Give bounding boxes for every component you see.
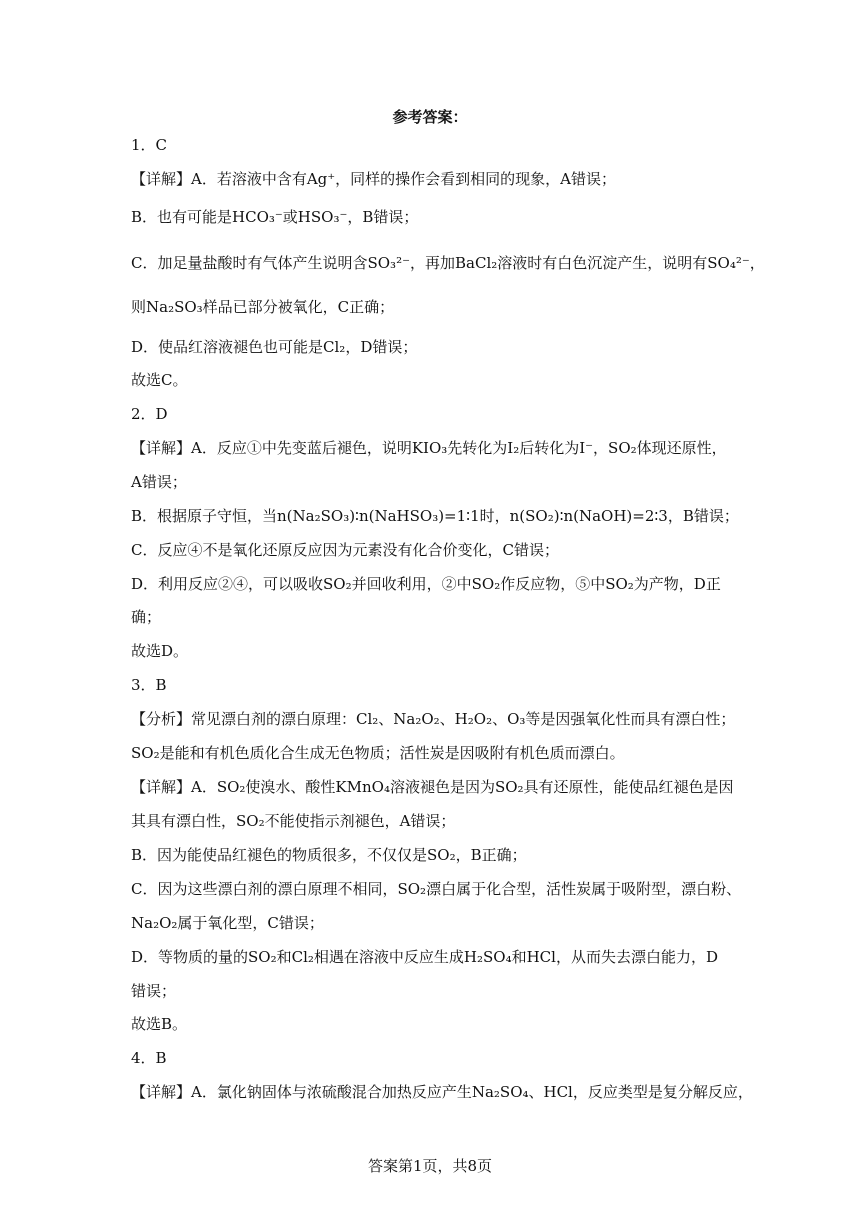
q2-option-d-line1: D．利用反应②④，可以吸收SO₂并回收利用，②中SO₂作反应物，⑤中SO₂为产物，D正 bbox=[131, 575, 721, 593]
q2-number: 2．D bbox=[131, 405, 168, 423]
q1-option-d: D．使品红溶液褪色也可能是Cl₂，D错误； bbox=[131, 338, 418, 356]
q3-option-c-line2: Na₂O₂属于氧化型，C错误； bbox=[131, 914, 324, 932]
q3-option-d-line1: D．等物质的量的SO₂和Cl₂相遇在溶液中反应生成H₂SO₄和HCl，从而失去漂白能力，D bbox=[131, 948, 718, 966]
q3-detail-a-line1: 【详解】A．SO₂使溴水、酸性KMnO₄溶液褪色是因为SO₂具有还原性，能使品红褪色是因 bbox=[131, 778, 734, 796]
q3-analysis-line2: SO₂是能和有机色质化合生成无色物质；活性炭是因吸附有机色质而漂白。 bbox=[131, 744, 625, 762]
q3-conclusion: 故选B。 bbox=[131, 1015, 188, 1033]
q1-option-b: B．也有可能是HCO₃⁻或HSO₃⁻，B错误； bbox=[131, 208, 419, 226]
q2-conclusion: 故选D。 bbox=[131, 642, 189, 660]
page-footer: 答案第1页，共8页 bbox=[367, 1157, 493, 1175]
q3-option-d-line2: 错误； bbox=[131, 982, 177, 1000]
page-title: 参考答案： bbox=[392, 108, 468, 126]
q3-number: 3．B bbox=[131, 676, 167, 694]
q1-option-c-line1: C．加足量盐酸时有气体产生说明含SO₃²⁻，再加BaCl₂溶液时有白色沉淀产生，说明有SO₄²⁻， bbox=[131, 254, 765, 272]
q1-detail-a: 【详解】A．若溶液中含有Ag⁺，同样的操作会看到相同的现象，A错误； bbox=[131, 170, 617, 188]
q2-option-c: C．反应④不是氧化还原反应因为元素没有化合价变化，C错误； bbox=[131, 541, 559, 559]
q3-option-b: B．因为能使品红褪色的物质很多，不仅仅是SO₂，B正确； bbox=[131, 846, 527, 864]
q1-conclusion: 故选C。 bbox=[131, 371, 188, 389]
q3-analysis-line1: 【分析】常见漂白剂的漂白原理：Cl₂、Na₂O₂、H₂O₂、O₃等是因强氧化性而具有漂白性； bbox=[131, 710, 736, 728]
q3-option-c-line1: C．因为这些漂白剂的漂白原理不相同，SO₂漂白属于化合型，活性炭属于吸附型，漂白粉、 bbox=[131, 880, 742, 898]
q4-number: 4．B bbox=[131, 1049, 167, 1067]
q1-option-c-line2: 则Na₂SO₃样品已部分被氧化，C正确； bbox=[131, 298, 395, 316]
q2-option-d-line2: 确； bbox=[131, 608, 162, 626]
q4-detail-a-line1: 【详解】A．氯化钠固体与浓硫酸混合加热反应产生Na₂SO₄、HCl，反应类型是复分解反应， bbox=[131, 1083, 753, 1101]
q2-detail-a-line1: 【详解】A．反应①中先变蓝后褪色，说明KIO₃先转化为I₂后转化为I⁻，SO₂体现还原性， bbox=[131, 439, 727, 457]
q2-option-b: B．根据原子守恒，当n(Na₂SO₃)∶n(NaHSO₃)=1∶1时，n(SO₂)∶n(NaOH)=2∶3，B错误； bbox=[131, 507, 739, 525]
q2-detail-a-line2: A错误； bbox=[131, 473, 187, 491]
q1-number: 1．C bbox=[131, 136, 168, 154]
q3-detail-a-line2: 其具有漂白性，SO₂不能使指示剂褪色，A错误； bbox=[131, 812, 456, 830]
